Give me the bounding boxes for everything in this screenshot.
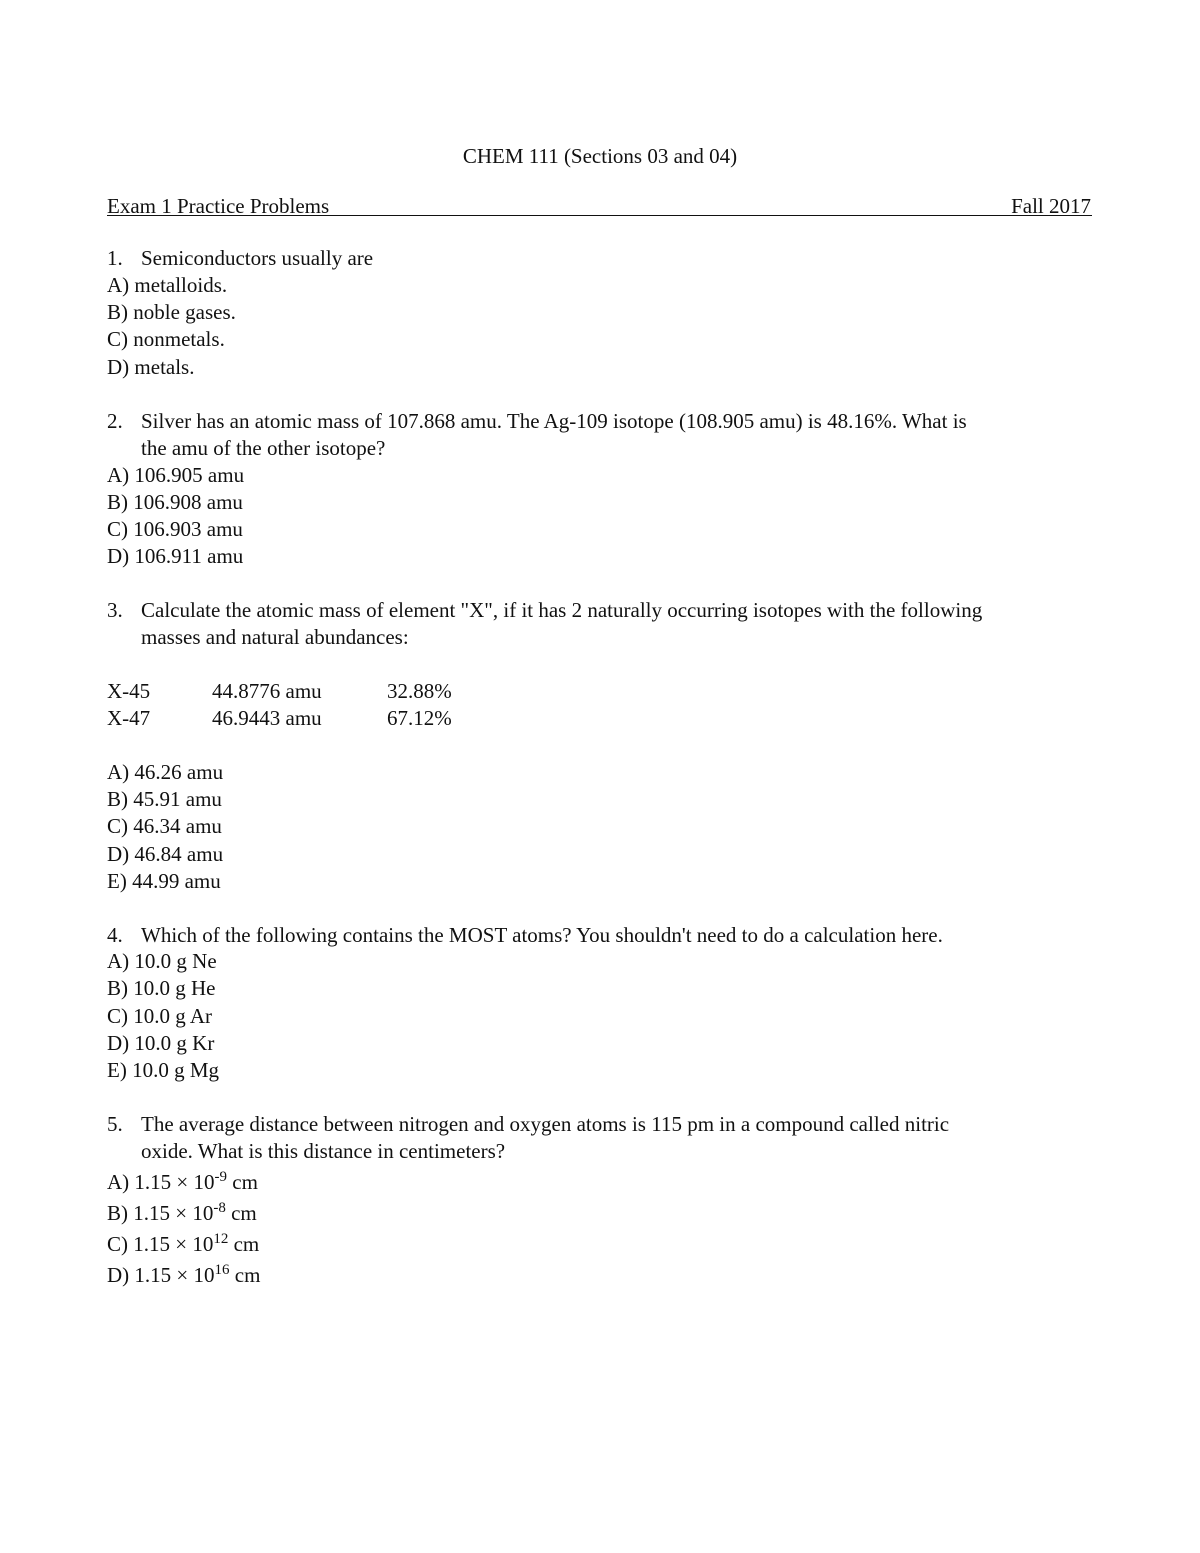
question-number: 2. xyxy=(107,409,123,433)
isotope-abundance: 67.12% xyxy=(387,706,452,730)
answer-option: A) 106.905 amu xyxy=(107,463,245,487)
term-label: Fall 2017 xyxy=(1011,194,1091,218)
isotope-abundance: 32.88% xyxy=(387,679,452,703)
exam-name: Exam 1 Practice Problems xyxy=(107,194,330,218)
question-number: 1. xyxy=(107,246,123,270)
answer-option: C) 106.903 amu xyxy=(107,517,243,541)
page-title: CHEM 111 (Sections 03 and 04) xyxy=(462,144,738,168)
header-divider xyxy=(107,215,1092,216)
question-text: Which of the following contains the MOST atoms? You shouldn't need to do a calculation here. xyxy=(141,923,943,947)
answer-option: C) nonmetals. xyxy=(107,327,225,351)
question-number: 3. xyxy=(107,598,123,622)
exponent: 12 xyxy=(213,1231,229,1247)
isotope-mass: 46.9443 amu xyxy=(212,706,322,730)
question-number: 4. xyxy=(107,923,123,947)
answer-option: B) noble gases. xyxy=(107,300,236,324)
answer-option: D) 106.911 amu xyxy=(107,544,244,568)
answer-option: A) 46.26 amu xyxy=(107,760,224,784)
answer-option: B) 45.91 amu xyxy=(107,787,222,811)
answer-option: D) 46.84 amu xyxy=(107,842,224,866)
isotope-name: X-47 xyxy=(107,706,151,730)
answer-option: A) 10.0 g Ne xyxy=(107,949,217,973)
question-text: masses and natural abundances: xyxy=(141,625,409,649)
question-text: the amu of the other isotope? xyxy=(141,436,386,460)
question-text: Semiconductors usually are xyxy=(141,246,374,270)
answer-option: A) metalloids. xyxy=(107,273,228,297)
answer-option: C) 10.0 g Ar xyxy=(107,1004,212,1028)
answer-option: B) $1.15 \times 10^{-8}$ cm xyxy=(107,1200,257,1225)
question-text: Silver has an atomic mass of 107.868 amu. The Ag-109 isotope (108.905 amu) is 48.16%. What is xyxy=(141,409,967,433)
question-text: oxide. What is this distance in centimeters? xyxy=(141,1139,506,1163)
exponent: 16 xyxy=(214,1262,230,1278)
isotope-name: X-45 xyxy=(107,679,151,703)
exponent: -8 xyxy=(213,1200,226,1216)
question-text: Calculate the atomic mass of element "X", if it has 2 naturally occurring isotopes with the following xyxy=(141,598,983,622)
answer-option: D) metals. xyxy=(107,355,195,379)
answer-option: E) 10.0 g Mg xyxy=(107,1058,219,1082)
answer-option: A) $1.15 \times 10^{-9}$ cm xyxy=(107,1169,258,1194)
answer-option: D) $1.15 \times 10^{16}$ cm xyxy=(107,1262,261,1287)
answer-option: D) 10.0 g Kr xyxy=(107,1031,215,1055)
question-number: 5. xyxy=(107,1112,123,1136)
answer-option: B) 10.0 g He xyxy=(107,976,216,1000)
answer-option: C) $1.15 \times 10^{12}$ cm xyxy=(107,1231,260,1256)
answer-option: B) 106.908 amu xyxy=(107,490,243,514)
answer-option: C) 46.34 amu xyxy=(107,814,222,838)
exponent: -9 xyxy=(214,1169,228,1185)
answer-option: E) 44.99 amu xyxy=(107,869,221,893)
isotope-mass: 44.8776 amu xyxy=(212,679,322,703)
question-text: The average distance between nitrogen and oxygen atoms is 115 pm in a compound called nitric xyxy=(141,1112,950,1136)
